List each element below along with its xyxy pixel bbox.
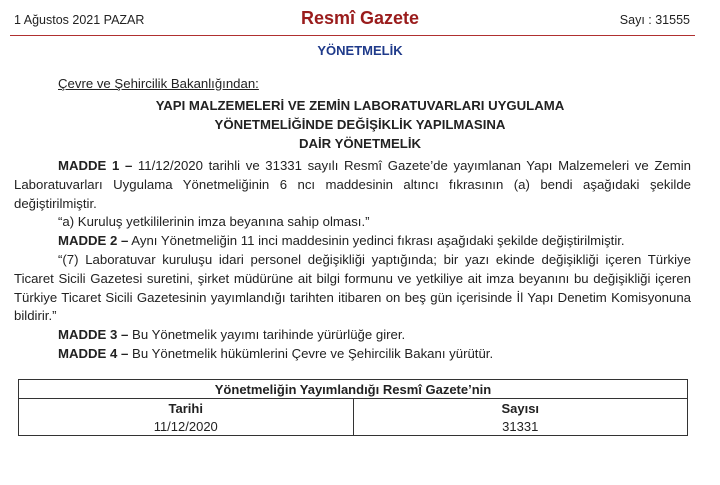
article-label: MADDE 1 – bbox=[58, 158, 133, 173]
gazette-header bbox=[0, 0, 720, 36]
article-label: MADDE 3 – bbox=[58, 327, 129, 343]
publication-date: 1 Ağustos 2021 PAZAR bbox=[14, 13, 145, 27]
article-4 bbox=[14, 345, 691, 364]
gazette-title: Resmî Gazete bbox=[300, 8, 420, 28]
article-text: 11/12/2020 tarihli ve 31331 sayılı Resmî Gazete’de yayımlanan Yapı Malzemeleri ve Zemin Laboratuvarları Uygulama Yönetmeliğinin 6 ncı maddesinin altıncı fıkrasının (a) bendi aşağıdaki şekilde değiştirilmiştir. bbox=[14, 158, 691, 211]
number-cell: 31331 bbox=[353, 417, 688, 436]
header-divider bbox=[10, 35, 695, 36]
date-cell: 11/12/2020 bbox=[19, 417, 354, 436]
article-3 bbox=[14, 326, 691, 345]
table-caption: Yönetmeliğin Yayımlandığı Resmî Gazete’nin bbox=[19, 380, 688, 399]
regulation-title-line: YÖNETMELİĞİNDE DEĞİŞİKLİK YAPILMASINA bbox=[214, 117, 506, 132]
ministry-name: Çevre ve Şehircilik Bakanlığından: bbox=[58, 76, 259, 91]
number-column-header: Sayısı bbox=[353, 399, 688, 418]
article-2 bbox=[14, 232, 691, 251]
table-header-row bbox=[19, 399, 688, 418]
table-caption-row bbox=[19, 380, 688, 399]
date-column-header: Tarihi bbox=[19, 399, 354, 418]
article-text: Bu Yönetmelik hükümlerini Çevre ve Şehircilik Bakanı yürütür. bbox=[128, 345, 494, 361]
article-text: Aynı Yönetmeliğin 11 inci maddesinin yedinci fıkrası aşağıdaki şekilde değiştirilmiştir. bbox=[128, 233, 625, 249]
article-text: Bu Yönetmelik yayımı tarihinde yürürlüğe girer. bbox=[128, 327, 406, 343]
article-2-quote: “(7) Laboratuvar kuruluşu idari personel değişikliği yaptığında; bir yazı ekinde değişikliği içeren Türkiye Ticaret Sicili Gazetesi suretini, şirket müdürüne ait bilgi formunu ve yetkiliye ait imza beyanını bu değişikliği içeren Türkiye Ticaret Sicili Gazetesinin yayımlandığı tarihten itibaren on beş gün içerisinde İl Yapı Denetim Komisyonuna bildirir.” bbox=[14, 251, 691, 324]
article-1 bbox=[14, 157, 691, 213]
regulation-title-line: DAİR YÖNETMELİK bbox=[298, 136, 422, 151]
article-1-quote: “a) Kuruluş yetkililerinin imza beyanına sahip olması.” bbox=[58, 214, 370, 230]
publication-table bbox=[18, 379, 688, 436]
regulation-title-line: YAPI MALZEMELERİ VE ZEMİN LABORATUVARLARI UYGULAMA bbox=[155, 98, 565, 113]
article-label: MADDE 2 – bbox=[58, 233, 129, 249]
article-label: MADDE 4 – bbox=[58, 345, 129, 361]
regulation-body bbox=[14, 157, 691, 364]
table-row bbox=[19, 417, 688, 436]
section-heading: YÖNETMELİK bbox=[317, 43, 403, 58]
issue-number: Sayı : 31555 bbox=[619, 13, 690, 27]
regulation-title bbox=[0, 96, 720, 153]
